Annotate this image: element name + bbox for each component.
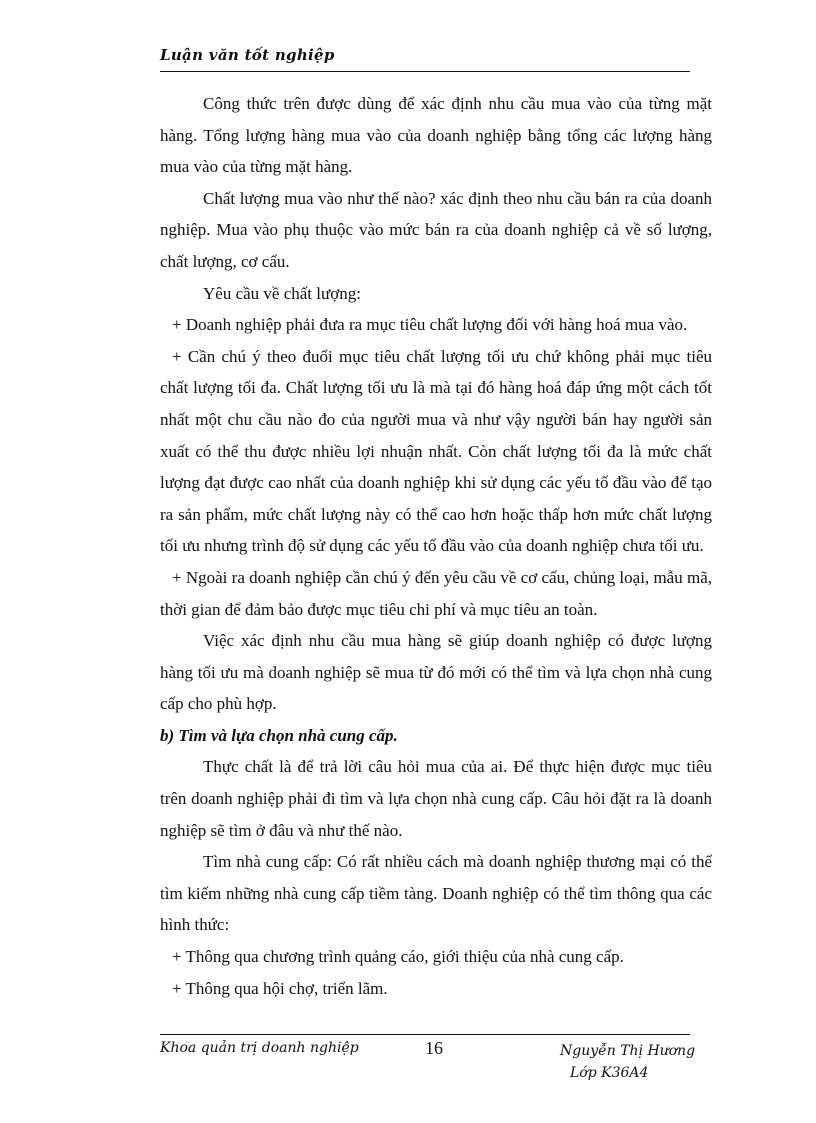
- footer-rule: [160, 1034, 690, 1035]
- bullet-item: + Thông qua chương trình quảng cáo, giới thiệu của nhà cung cấp.: [172, 947, 624, 967]
- paragraph: Công thức trên được dùng để xác định nhu cầu mua vào của từng mặt hàng. Tổng lượng hàng mua vào của doanh nghiệp bằng tổng các lượng hàng mua vào của từng mặt hàng.: [160, 94, 712, 177]
- bullet-item: + Thông qua hội chợ, triển lãm.: [172, 978, 388, 998]
- paragraph: Chất lượng mua vào như thế nào? xác định theo nhu cầu bán ra của doanh nghiệp. Mua vào phụ thuộc vào mức bán ra của doanh nghiệp cả về số lượng, chất lượng, cơ cấu.: [160, 188, 712, 271]
- footer-author-block: [560, 1040, 710, 1084]
- bullet-item: + Cần chú ý theo đuổi mục tiêu chất lượng tối ưu chứ không phải mục tiêu chất lượng tối đa. Chất lượng tối ưu là mà tại đó hàng hoá đáp ứng một cách tốt nhất một chu cầu nào đo của người mua và như vậy người bán hay người sản xuất có thể thu được nhiều lợi nhuận nhất. Còn chất lượng tối đa là mức chất lượng đạt được cao nhất của doanh nghiệp khi sử dụng các yếu tố đầu vào để tạo ra sản phẩm, mức chất lượng này có thể cao hơn hoặc thấp hơn mức chất lượng tối ưu nhưng trình độ sử dụng các yếu tố đầu vào của doanh nghiệp chưa tối ưu.: [160, 346, 712, 556]
- paragraph: Thực chất là để trả lời câu hỏi mua của ai. Để thực hiện được mục tiêu trên doanh nghiệp phải đi tìm và lựa chọn nhà cung cấp. Câu hỏi đặt ra là doanh nghiệp sẽ tìm ở đâu và như thế nào.: [160, 757, 712, 840]
- footer-author: Nguyễn Thị Hương: [560, 1043, 696, 1059]
- bullet-item: + Ngoài ra doanh nghiệp cần chú ý đến yêu cầu về cơ cấu, chủng loại, mẫu mã, thời gian để đảm bảo được mục tiêu chi phí và mục tiêu an toàn.: [160, 567, 712, 619]
- page-number: 16: [425, 1038, 443, 1058]
- footer-class: Lớp K36A4: [570, 1065, 649, 1081]
- header-rule: [160, 71, 690, 72]
- header-title: Luận văn tốt nghiệp: [160, 46, 335, 64]
- document-body: [160, 88, 712, 1004]
- paragraph: Việc xác định nhu cầu mua hàng sẽ giúp doanh nghiệp có được lượng hàng tối ưu mà doanh nghiệp sẽ mua từ đó mới có thể tìm và lựa chọn nhà cung cấp cho phù hợp.: [160, 631, 712, 714]
- footer-department: Khoa quản trị doanh nghiệp: [160, 1040, 359, 1056]
- section-heading: b) Tìm và lựa chọn nhà cung cấp.: [160, 725, 398, 745]
- paragraph: Yêu cầu về chất lượng:: [203, 283, 361, 303]
- paragraph: Tìm nhà cung cấp: Có rất nhiều cách mà doanh nghiệp thương mại có thể tìm kiếm những nhà cung cấp tiềm tàng. Doanh nghiệp có thể tìm thông qua các hình thức:: [160, 852, 712, 935]
- bullet-item: + Doanh nghiệp phải đưa ra mục tiêu chất lượng đối với hàng hoá mua vào.: [172, 315, 688, 335]
